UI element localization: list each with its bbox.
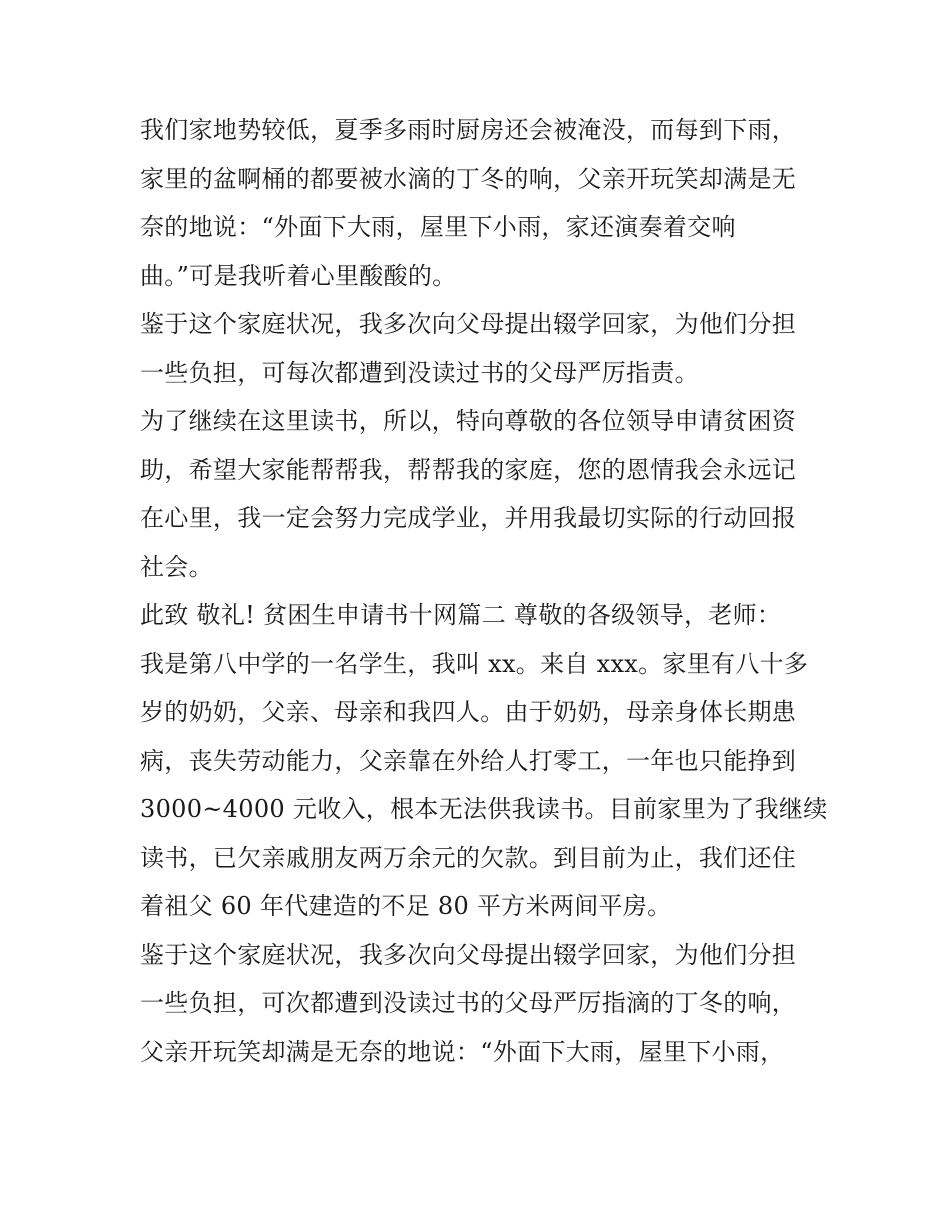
text-line: 在心里，我一定会努力完成学业，并用我最切实际的行动回报 [140, 504, 797, 532]
text-line: 社会。 [140, 552, 213, 581]
text-line: 读书，已欠亲戚朋友两万余元的欠款。到目前为止，我们还住 [140, 843, 797, 872]
text-line: 我们家地势较低，夏季多雨时厨房还会被淹没，而每到下雨， [140, 116, 797, 144]
text-line: 3000~4000 元收入，根本无法供我读书。目前家里为了我继续 [140, 795, 828, 823]
text-line: 一些负担，可每次都遭到没读过书的父母严厉指责。 [140, 358, 699, 387]
text-line: 奈的地说：“外面下大雨，屋里下小雨，家还演奏着交响 [140, 213, 736, 241]
text-line: 曲。”可是我听着心里酸酸的。 [140, 261, 457, 290]
text-line: 父亲开玩笑却满是无奈的地说：“外面下大雨，屋里下小雨， [140, 1037, 785, 1066]
text-line: 病，丧失劳动能力，父亲靠在外给人打零工，一年也只能挣到 [140, 746, 797, 775]
text-line: 鉴于这个家庭状况，我多次向父母提出辍学回家，为他们分担 [140, 310, 797, 338]
text-line: 岁的奶奶，父亲、母亲和我四人。由于奶奶，母亲身体长期患 [140, 698, 797, 726]
text-line: 一些负担，可次都遭到没读过书的父母严厉指滴的丁冬的响， [140, 989, 797, 1017]
text-line: 家里的盆啊桶的都要被水滴的丁冬的响，父亲开玩笑却满是无 [140, 164, 797, 193]
text-line: 助，希望大家能帮帮我，帮帮我的家庭，您的恩情我会永远记 [140, 455, 797, 484]
document-body [140, 106, 828, 1076]
text-line: 此致 敬礼! 贫困生申请书十网篇二 尊敬的各级领导，老师： [140, 601, 782, 629]
text-line: 我是第八中学的一名学生，我叫 xx。来自 xxx。家里有八十多 [140, 649, 809, 678]
text-line: 为了继续在这里读书，所以，特向尊敬的各位领导申请贫困资 [140, 407, 797, 435]
text-line: 鉴于这个家庭状况，我多次向父母提出辍学回家，为他们分担 [140, 940, 797, 969]
text-line: 着祖父 60 年代建造的不足 80 平方米两间平房。 [140, 892, 672, 920]
